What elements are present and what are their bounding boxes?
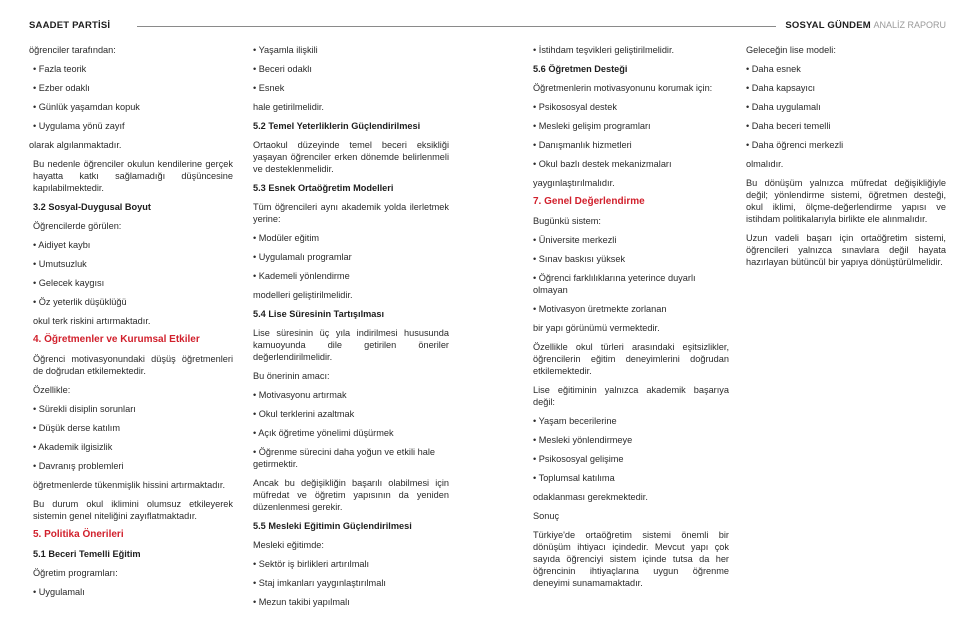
paragraph: okul terk riskini artırmaktadır. bbox=[33, 316, 151, 326]
list-item: • Sınav baskısı yüksek bbox=[529, 253, 729, 265]
list-item: • Mesleki yönlendirmeye bbox=[529, 434, 729, 446]
paragraph: olmalıdır. bbox=[746, 159, 784, 169]
paragraph: Bu dönüşüm yalnızca müfredat değişikliğiyle değil; yönlendirme sistemi, öğretmen desteği, okul iklimi, ölçme-değerlendirme yapısı ve istihdam politikalarıyla birlikte ele alınmalıdır. bbox=[746, 178, 946, 224]
paragraph: Öğretmenlerin motivasyonunu korumak için: bbox=[533, 83, 713, 93]
list-item: • Öğrenci farklılıklarına yeterince duyarlı olmayan bbox=[529, 272, 729, 296]
report-title-bold: SOSYAL GÜNDEM bbox=[785, 20, 871, 31]
list-item: • Mezun takibi yapılmalı bbox=[249, 596, 449, 608]
list-item: • Toplumsal katılıma bbox=[529, 472, 729, 484]
list-item: • Okul bazlı destek mekanizmaları bbox=[529, 158, 729, 170]
list-item: • Açık öğretime yönelimi düşürmek bbox=[249, 427, 449, 439]
section-heading: 4. Öğretmenler ve Kurumsal Etkiler bbox=[33, 334, 200, 345]
list-item: • Üniversite merkezli bbox=[529, 234, 729, 246]
paragraph: Geleceğin lise modeli: bbox=[746, 45, 836, 55]
list-item: • Düşük derse katılım bbox=[29, 422, 233, 434]
list-item: • Daha öğrenci merkezli bbox=[742, 139, 946, 151]
list-item: • Okul terklerini azaltmak bbox=[249, 408, 449, 420]
text-column-3 bbox=[529, 44, 729, 596]
paragraph: Öğrencilerde görülen: bbox=[33, 221, 122, 231]
list-item: • Aidiyet kaybı bbox=[29, 239, 233, 251]
paragraph: Ortaokul düzeyinde temel beceri eksikliği yaşayan öğrenciler erken dönemde belirlenmeli ve desteklenmelidir. bbox=[253, 140, 449, 174]
paragraph: Ancak bu değişikliğin başarılı olabilmesi için müfredat ve öğretim yapısının da yeniden düzenlenmesi gerekir. bbox=[253, 478, 449, 512]
paragraph: Öğretim programları: bbox=[33, 568, 118, 578]
paragraph: Bu durum okul iklimini olumsuz etkileyerek sistemin genel niteliğini zayıflatmaktadır. bbox=[33, 499, 233, 521]
list-item: • Günlük yaşamdan kopuk bbox=[29, 101, 233, 113]
paragraph: Lise süresinin üç yıla indirilmesi hususunda kamuoyunda dile getirilen öneriler değerlendirilmelidir. bbox=[253, 328, 449, 362]
paragraph: öğrenciler tarafından: bbox=[29, 45, 116, 55]
header-rule bbox=[137, 26, 776, 27]
list-item: • Öğrenme sürecini daha yoğun ve etkili hale getirmektir. bbox=[249, 446, 449, 470]
report-title-light: ANALİZ RAPORU bbox=[873, 20, 946, 30]
list-item: • Motivasyon üretmekte zorlanan bbox=[529, 303, 729, 315]
list-item: • Motivasyonu artırmak bbox=[249, 389, 449, 401]
list-item: • Danışmanlık hizmetleri bbox=[529, 139, 729, 151]
text-column-4 bbox=[742, 44, 946, 275]
paragraph: yaygınlaştırılmalıdır. bbox=[533, 178, 615, 188]
list-item: • Gelecek kaygısı bbox=[29, 277, 233, 289]
list-item: • Öz yeterlik düşüklüğü bbox=[29, 296, 233, 308]
section-heading: 7. Genel Değerlendirme bbox=[533, 196, 645, 207]
list-item: • Uygulamalı bbox=[29, 586, 233, 598]
list-item: • Umutsuzluk bbox=[29, 258, 233, 270]
paragraph: Türkiye'de ortaöğretim sistemi önemli bir dönüşüm ihtiyacı içindedir. Mevcut yapı çok sayıda öğrenciyi sistem içinde tutsa da her öğrencinin ihtiyaçlarına uygun öğrenme deneyimi sunamamaktadır. bbox=[533, 530, 729, 588]
subsection-heading: 5.4 Lise Süresinin Tartışılması bbox=[253, 309, 385, 319]
list-item: • Akademik ilgisizlik bbox=[29, 441, 233, 453]
subsection-heading: 5.5 Mesleki Eğitimin Güçlendirilmesi bbox=[253, 521, 412, 531]
list-item: • Yaşamla ilişkili bbox=[249, 44, 449, 56]
paragraph: Öğrenci motivasyonundaki düşüş öğretmenleri de doğrudan etkilemektedir. bbox=[33, 354, 233, 376]
list-item: • Mesleki gelişim programları bbox=[529, 120, 729, 132]
paragraph: Özellikle: bbox=[33, 385, 71, 395]
subsection-heading: 5.6 Öğretmen Desteği bbox=[533, 64, 628, 74]
list-item: • Esnek bbox=[249, 82, 449, 94]
list-item: • Daha beceri temelli bbox=[742, 120, 946, 132]
paragraph: hale getirilmelidir. bbox=[253, 102, 324, 112]
paragraph: bir yapı görünümü vermektedir. bbox=[533, 323, 660, 333]
list-item: • Fazla teorik bbox=[29, 63, 233, 75]
list-item: • Staj imkanları yaygınlaştırılmalı bbox=[249, 577, 449, 589]
page-header bbox=[29, 18, 946, 34]
list-item: • İstihdam teşvikleri geliştirilmelidir. bbox=[529, 44, 729, 56]
paragraph: Bu nedenle öğrenciler okulun kendilerine gerçek hayatta katkı sağlamadığı düşüncesine kapılabilmektedir. bbox=[33, 159, 233, 193]
paragraph: olarak algılanmaktadır. bbox=[29, 140, 122, 150]
text-column-2 bbox=[249, 44, 449, 615]
paragraph: Mesleki eğitimde: bbox=[253, 540, 324, 550]
section-heading: 5. Politika Önerileri bbox=[33, 529, 124, 540]
paragraph: Sonuç bbox=[533, 511, 560, 521]
list-item: • Davranış problemleri bbox=[29, 460, 233, 472]
list-item: • Yaşam becerilerine bbox=[529, 415, 729, 427]
subsection-heading: 5.2 Temel Yeterliklerin Güçlendirilmesi bbox=[253, 121, 421, 131]
list-item: • Daha uygulamalı bbox=[742, 101, 946, 113]
subsection-heading: 5.1 Beceri Temelli Eğitim bbox=[33, 549, 141, 559]
list-item: • Uygulama yönü zayıf bbox=[29, 120, 233, 132]
list-item: • Daha kapsayıcı bbox=[742, 82, 946, 94]
subsection-heading: 5.3 Esnek Ortaöğretim Modelleri bbox=[253, 183, 394, 193]
paragraph: Uzun vadeli başarı için ortaöğretim sistemi, öğrencileri yalnızca sınavlara değil hayata hazırlayan bütüncül bir yapıya dönüştürülmelidir. bbox=[746, 233, 946, 267]
paragraph: Özellikle okul türleri arasındaki eşitsizlikler, öğrencilerin eğitim deneyimlerini doğrudan etkilemektedir. bbox=[533, 342, 729, 376]
list-item: • Psikososyal gelişime bbox=[529, 453, 729, 465]
list-item: • Beceri odaklı bbox=[249, 63, 449, 75]
list-item: • Daha esnek bbox=[742, 63, 946, 75]
paragraph: Tüm öğrencileri aynı akademik yolda ilerletmek yerine: bbox=[253, 202, 449, 224]
text-column-1 bbox=[29, 44, 233, 605]
paragraph: odaklanması gerekmektedir. bbox=[533, 492, 648, 502]
list-item: • Kademeli yönlendirme bbox=[249, 270, 449, 282]
list-item: • Modüler eğitim bbox=[249, 232, 449, 244]
report-title bbox=[785, 20, 946, 31]
list-item: • Psikososyal destek bbox=[529, 101, 729, 113]
list-item: • Ezber odaklı bbox=[29, 82, 233, 94]
subsection-heading: 3.2 Sosyal-Duygusal Boyut bbox=[33, 202, 151, 212]
list-item: • Sürekli disiplin sorunları bbox=[29, 403, 233, 415]
paragraph: Bu önerinin amacı: bbox=[253, 371, 330, 381]
party-name: SAADET PARTİSİ bbox=[29, 20, 111, 31]
paragraph: Lise eğitiminin yalnızca akademik başarıya değil: bbox=[533, 385, 729, 407]
paragraph: Bugünkü sistem: bbox=[533, 216, 601, 226]
paragraph: modelleri geliştirilmelidir. bbox=[253, 290, 353, 300]
paragraph: öğretmenlerde tükenmişlik hissini artırmaktadır. bbox=[33, 480, 225, 490]
list-item: • Uygulamalı programlar bbox=[249, 251, 449, 263]
list-item: • Sektör iş birlikleri artırılmalı bbox=[249, 558, 449, 570]
